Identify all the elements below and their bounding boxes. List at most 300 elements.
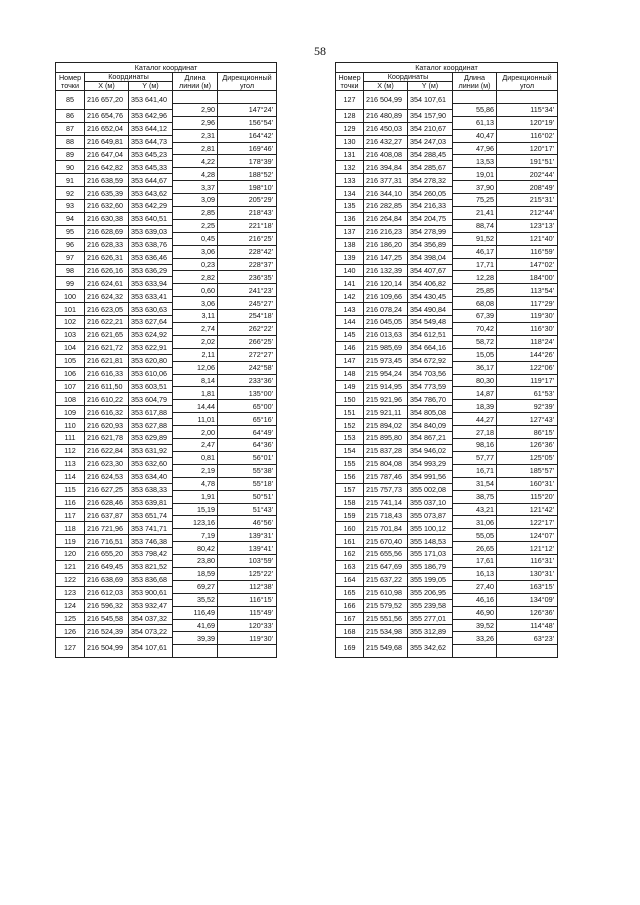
line-length: 3,06 — [173, 245, 218, 258]
coordinate-x: 216 624,32 — [85, 290, 129, 303]
coordinate-y: 354 612,51 — [408, 328, 453, 341]
coordinate-x: 215 787,46 — [364, 470, 408, 483]
bearing: 61°53' — [497, 387, 558, 400]
bearing: 164°42' — [218, 129, 277, 142]
coordinate-x: 215 741,14 — [364, 496, 408, 509]
point-number: 149 — [336, 380, 364, 393]
bearing: 120°17' — [497, 142, 558, 155]
coordinate-y: 353 798,42 — [129, 548, 173, 561]
coordinate-x: 215 670,40 — [364, 535, 408, 548]
bearing: 115°49' — [218, 606, 277, 619]
point-number: 95 — [56, 225, 85, 238]
point-number: 101 — [56, 303, 85, 316]
coordinate-x: 216 524,39 — [85, 625, 129, 638]
line-length: 46,16 — [453, 593, 497, 606]
bearing: 254°18' — [218, 310, 277, 323]
coordinate-y: 353 644,73 — [129, 135, 173, 148]
coordinate-y: 355 100,12 — [408, 522, 453, 535]
coordinate-x: 216 616,32 — [85, 406, 129, 419]
coordinate-y: 353 624,92 — [129, 328, 173, 341]
coordinate-x: 216 132,39 — [364, 264, 408, 277]
line-length: 4,78 — [173, 477, 218, 490]
point-number: 133 — [336, 174, 364, 187]
coordinates-header: Координаты — [85, 73, 173, 82]
coordinate-x: 215 718,43 — [364, 509, 408, 522]
coordinate-x: 216 545,58 — [85, 612, 129, 625]
point-number: 140 — [336, 264, 364, 277]
line-length: 2,90 — [173, 103, 218, 116]
x-header: X (м) — [85, 82, 129, 91]
coordinate-y: 354 107,61 — [408, 91, 453, 110]
coordinate-x: 216 408,08 — [364, 148, 408, 161]
point-number: 91 — [56, 174, 85, 187]
bearing: 64°36' — [218, 439, 277, 452]
bearing: 113°54' — [497, 284, 558, 297]
bearing: 124°07' — [497, 529, 558, 542]
coordinate-x: 216 611,50 — [85, 380, 129, 393]
line-length: 25,85 — [453, 284, 497, 297]
point-number: 142 — [336, 290, 364, 303]
coordinate-y: 353 620,80 — [129, 354, 173, 367]
line-length: 4,28 — [173, 168, 218, 181]
coordinate-x: 216 045,05 — [364, 316, 408, 329]
point-number: 113 — [56, 457, 85, 470]
coordinate-x: 216 638,59 — [85, 174, 129, 187]
coordinate-x: 216 394,84 — [364, 161, 408, 174]
bearing: 130°31' — [497, 567, 558, 580]
bearing: 120°33' — [218, 619, 277, 632]
coordinate-y: 353 900,61 — [129, 586, 173, 599]
line-length: 16,13 — [453, 567, 497, 580]
table-row — [56, 91, 277, 104]
coordinate-x: 216 652,04 — [85, 122, 129, 135]
point-number: 105 — [56, 354, 85, 367]
line-length: 16,71 — [453, 464, 497, 477]
bearing-spacer — [218, 645, 277, 658]
line-length: 2,00 — [173, 426, 218, 439]
coordinate-x: 216 623,05 — [85, 303, 129, 316]
point-number: 115 — [56, 483, 85, 496]
bearing: 55°38' — [218, 464, 277, 477]
line-length: 123,16 — [173, 516, 218, 529]
bearing: 120°19' — [497, 116, 558, 129]
point-number: 90 — [56, 161, 85, 174]
bearing: 116°30' — [497, 323, 558, 336]
line-length: 36,17 — [453, 361, 497, 374]
line-length: 27,18 — [453, 426, 497, 439]
bearing: 126°36' — [497, 606, 558, 619]
coordinate-y: 353 633,94 — [129, 277, 173, 290]
point-number: 88 — [56, 135, 85, 148]
bearing: 46°56' — [218, 516, 277, 529]
coordinate-y: 353 627,64 — [129, 316, 173, 329]
coordinate-x: 216 480,89 — [364, 109, 408, 122]
coordinate-y: 353 821,52 — [129, 561, 173, 574]
coordinate-x: 216 621,81 — [85, 354, 129, 367]
coordinate-y: 353 643,62 — [129, 187, 173, 200]
coordinate-y: 355 206,95 — [408, 586, 453, 599]
coordinate-y: 353 633,41 — [129, 290, 173, 303]
coordinate-y: 353 640,51 — [129, 212, 173, 225]
bearing: 262°22' — [218, 323, 277, 336]
coordinate-y: 354 840,09 — [408, 419, 453, 432]
line-length: 3,09 — [173, 194, 218, 207]
line-length: 116,49 — [173, 606, 218, 619]
coordinate-y: 354 398,04 — [408, 251, 453, 264]
bearing: 125°22' — [218, 567, 277, 580]
coordinate-y: 354 430,45 — [408, 290, 453, 303]
line-length: 2,19 — [173, 464, 218, 477]
coordinate-x: 216 432,27 — [364, 135, 408, 148]
coordinate-x: 216 624,61 — [85, 277, 129, 290]
coordinate-y: 354 946,02 — [408, 444, 453, 457]
line-length: 31,54 — [453, 477, 497, 490]
line-length: 57,77 — [453, 451, 497, 464]
coordinate-x: 216 596,32 — [85, 599, 129, 612]
point-number: 127 — [56, 638, 85, 658]
point-number: 86 — [56, 109, 85, 122]
point-number: 161 — [336, 535, 364, 548]
bearing: 121°40' — [497, 232, 558, 245]
coordinate-x: 216 630,38 — [85, 212, 129, 225]
point-number: 120 — [56, 548, 85, 561]
coordinate-y: 354 278,32 — [408, 174, 453, 187]
coordinate-x: 215 914,95 — [364, 380, 408, 393]
coordinate-y: 353 603,51 — [129, 380, 173, 393]
bearing: 50°51' — [218, 490, 277, 503]
coordinate-y: 353 644,12 — [129, 122, 173, 135]
coordinate-y: 353 622,91 — [129, 341, 173, 354]
bearing: 184°00' — [497, 271, 558, 284]
line-length: 0,45 — [173, 232, 218, 245]
point-number: 164 — [336, 573, 364, 586]
coordinate-y: 354 073,22 — [129, 625, 173, 638]
point-number: 92 — [56, 187, 85, 200]
coordinate-x: 215 647,69 — [364, 561, 408, 574]
coordinate-y: 353 642,29 — [129, 200, 173, 213]
bearing: 266°25' — [218, 335, 277, 348]
point-number: 136 — [336, 212, 364, 225]
bearing: 55°18' — [218, 477, 277, 490]
bearing: 123°13' — [497, 219, 558, 232]
coordinate-x: 216 264,84 — [364, 212, 408, 225]
bearing: 125°05' — [497, 451, 558, 464]
point-number: 85 — [56, 91, 85, 110]
coordinate-y: 355 186,79 — [408, 561, 453, 574]
bearing: 185°57' — [497, 464, 558, 477]
bearing: 147°02' — [497, 258, 558, 271]
coordinate-x: 216 655,20 — [85, 548, 129, 561]
coordinate-y: 355 148,53 — [408, 535, 453, 548]
line-length: 80,42 — [173, 542, 218, 555]
bearing: 163°15' — [497, 580, 558, 593]
point-number-header: Номер точки — [56, 73, 85, 91]
coordinate-x: 216 344,10 — [364, 187, 408, 200]
point-number: 96 — [56, 238, 85, 251]
coordinate-x: 216 504,99 — [85, 638, 129, 658]
coordinate-y: 354 107,61 — [129, 638, 173, 658]
coordinate-y: 353 642,96 — [129, 109, 173, 122]
coordinate-y: 354 288,45 — [408, 148, 453, 161]
point-number: 155 — [336, 457, 364, 470]
coordinate-y: 354 407,67 — [408, 264, 453, 277]
point-number: 131 — [336, 148, 364, 161]
coordinate-y: 355 239,58 — [408, 599, 453, 612]
point-number: 125 — [56, 612, 85, 625]
bearing: 221°18' — [218, 219, 277, 232]
point-number: 97 — [56, 251, 85, 264]
coordinate-x: 215 921,96 — [364, 393, 408, 406]
line-length-spacer — [173, 91, 218, 104]
coordinate-y: 353 634,40 — [129, 470, 173, 483]
bearing: 56°01' — [218, 451, 277, 464]
point-number: 128 — [336, 109, 364, 122]
bearing: 103°59' — [218, 555, 277, 568]
line-length: 0,23 — [173, 258, 218, 271]
line-length: 19,01 — [453, 168, 497, 181]
bearing: 236°35' — [218, 271, 277, 284]
line-length: 3,11 — [173, 310, 218, 323]
coordinate-y: 354 285,67 — [408, 161, 453, 174]
line-length: 33,26 — [453, 632, 497, 645]
coordinate-x: 216 626,16 — [85, 264, 129, 277]
coordinate-x: 216 377,31 — [364, 174, 408, 187]
line-length: 2,82 — [173, 271, 218, 284]
coordinate-x: 216 620,93 — [85, 419, 129, 432]
coordinate-y: 353 627,88 — [129, 419, 173, 432]
y-header: Y (м) — [129, 82, 173, 91]
point-number: 100 — [56, 290, 85, 303]
coordinate-x: 216 647,04 — [85, 148, 129, 161]
point-number: 158 — [336, 496, 364, 509]
bearing: 188°52' — [218, 168, 277, 181]
line-length: 12,28 — [453, 271, 497, 284]
bearing: 86°15' — [497, 426, 558, 439]
coordinate-x: 216 216,23 — [364, 225, 408, 238]
line-length: 2,47 — [173, 439, 218, 452]
point-number: 143 — [336, 303, 364, 316]
point-number: 93 — [56, 200, 85, 213]
line-length-spacer — [453, 645, 497, 658]
y-header: Y (м) — [408, 82, 453, 91]
coordinate-y: 355 002,08 — [408, 483, 453, 496]
point-number: 87 — [56, 122, 85, 135]
coordinate-x: 216 627,25 — [85, 483, 129, 496]
coordinate-y: 353 645,23 — [129, 148, 173, 161]
coordinate-x: 216 649,45 — [85, 561, 129, 574]
coordinate-x: 215 837,28 — [364, 444, 408, 457]
line-length: 0,60 — [173, 284, 218, 297]
coordinate-x: 216 637,87 — [85, 509, 129, 522]
coordinate-x: 216 624,53 — [85, 470, 129, 483]
line-length: 15,19 — [173, 503, 218, 516]
bearing: 116°02' — [497, 129, 558, 142]
point-number: 150 — [336, 393, 364, 406]
bearing: 119°30' — [497, 310, 558, 323]
bearing: 115°34' — [497, 103, 558, 116]
line-length: 88,74 — [453, 219, 497, 232]
coordinate-y: 353 629,89 — [129, 432, 173, 445]
coordinate-y: 353 630,63 — [129, 303, 173, 316]
point-number: 114 — [56, 470, 85, 483]
line-length-header: Длина линии (м) — [173, 73, 218, 91]
coordinate-x: 216 657,20 — [85, 91, 129, 110]
line-length: 37,90 — [453, 181, 497, 194]
line-length-spacer — [173, 645, 218, 658]
coordinate-x: 216 642,82 — [85, 161, 129, 174]
line-length: 41,69 — [173, 619, 218, 632]
coordinate-y: 353 746,38 — [129, 535, 173, 548]
coordinate-y: 353 632,60 — [129, 457, 173, 470]
coordinate-x: 216 621,65 — [85, 328, 129, 341]
coordinate-y: 354 991,56 — [408, 470, 453, 483]
bearing: 116°59' — [497, 245, 558, 258]
bearing: 126°36' — [497, 439, 558, 452]
point-number: 166 — [336, 599, 364, 612]
coordinate-y: 353 639,81 — [129, 496, 173, 509]
coordinate-y: 355 312,89 — [408, 625, 453, 638]
point-number: 122 — [56, 573, 85, 586]
coordinate-x: 215 954,24 — [364, 367, 408, 380]
coordinate-y: 354 703,56 — [408, 367, 453, 380]
coordinate-y: 353 631,92 — [129, 444, 173, 457]
point-number: 146 — [336, 341, 364, 354]
coordinate-x: 216 282,85 — [364, 200, 408, 213]
bearing: 122°06' — [497, 361, 558, 374]
line-length: 21,41 — [453, 207, 497, 220]
coordinate-x: 215 655,56 — [364, 548, 408, 561]
line-length: 17,71 — [453, 258, 497, 271]
coordinate-y: 353 651,74 — [129, 509, 173, 522]
coordinate-y: 355 073,87 — [408, 509, 453, 522]
coordinate-x: 216 612,03 — [85, 586, 129, 599]
point-number: 168 — [336, 625, 364, 638]
point-number: 130 — [336, 135, 364, 148]
coordinate-x: 215 551,56 — [364, 612, 408, 625]
coordinate-y: 353 617,88 — [129, 406, 173, 419]
line-length: 44,27 — [453, 413, 497, 426]
line-length: 17,61 — [453, 555, 497, 568]
point-number: 104 — [56, 341, 85, 354]
bearing: 241°23' — [218, 284, 277, 297]
coordinate-x: 215 921,11 — [364, 406, 408, 419]
line-length: 26,65 — [453, 542, 497, 555]
coordinate-x: 215 701,84 — [364, 522, 408, 535]
coordinate-y: 354 260,05 — [408, 187, 453, 200]
line-length: 18,39 — [453, 400, 497, 413]
line-length: 39,52 — [453, 619, 497, 632]
coordinate-y: 354 037,32 — [129, 612, 173, 625]
coordinate-x: 216 621,78 — [85, 432, 129, 445]
line-length: 68,08 — [453, 297, 497, 310]
bearing: 117°29' — [497, 297, 558, 310]
bearing: 135°00' — [218, 387, 277, 400]
line-length: 55,05 — [453, 529, 497, 542]
bearing-header: Дирекционный угол — [497, 73, 558, 91]
point-number: 94 — [56, 212, 85, 225]
point-number: 116 — [56, 496, 85, 509]
point-number: 153 — [336, 432, 364, 445]
coordinate-x: 216 628,33 — [85, 238, 129, 251]
point-number: 160 — [336, 522, 364, 535]
page-number: 58 — [314, 44, 326, 58]
point-number: 167 — [336, 612, 364, 625]
line-length: 15,05 — [453, 348, 497, 361]
line-length: 2,11 — [173, 348, 218, 361]
line-length: 3,06 — [173, 297, 218, 310]
bearing: 65°00' — [218, 400, 277, 413]
bearing: 144°26' — [497, 348, 558, 361]
bearing: 160°31' — [497, 477, 558, 490]
coordinate-y: 354 356,89 — [408, 238, 453, 251]
line-length: 35,52 — [173, 593, 218, 606]
coordinate-y: 354 786,70 — [408, 393, 453, 406]
point-number: 145 — [336, 328, 364, 341]
point-number: 129 — [336, 122, 364, 135]
point-number: 112 — [56, 444, 85, 457]
line-length: 55,86 — [453, 103, 497, 116]
line-length: 38,75 — [453, 490, 497, 503]
coordinate-x: 216 621,72 — [85, 341, 129, 354]
line-length: 0,81 — [173, 451, 218, 464]
line-length: 2,96 — [173, 116, 218, 129]
coordinate-x: 215 610,98 — [364, 586, 408, 599]
coordinate-y: 354 278,99 — [408, 225, 453, 238]
point-number: 106 — [56, 367, 85, 380]
coordinate-x: 216 622,84 — [85, 444, 129, 457]
point-number: 119 — [56, 535, 85, 548]
point-number: 144 — [336, 316, 364, 329]
coordinate-x: 216 147,25 — [364, 251, 408, 264]
point-number: 99 — [56, 277, 85, 290]
line-length: 4,22 — [173, 155, 218, 168]
coordinate-x: 216 632,60 — [85, 200, 129, 213]
coordinate-y: 355 037,10 — [408, 496, 453, 509]
bearing-spacer — [497, 91, 558, 104]
bearing: 51°43' — [218, 503, 277, 516]
coordinate-x: 216 626,31 — [85, 251, 129, 264]
bearing-spacer — [218, 91, 277, 104]
catalog-title: Каталог координат — [56, 63, 277, 73]
bearing: 134°09' — [497, 593, 558, 606]
bearing: 119°17' — [497, 374, 558, 387]
coordinate-y: 353 741,71 — [129, 522, 173, 535]
catalog-title: Каталог координат — [336, 63, 558, 73]
coordinate-x: 215 894,02 — [364, 419, 408, 432]
point-number: 159 — [336, 509, 364, 522]
bearing: 216°25' — [218, 232, 277, 245]
bearing: 156°54' — [218, 116, 277, 129]
point-number-header: Номер точки — [336, 73, 364, 91]
coordinate-y: 355 342,62 — [408, 638, 453, 658]
coordinate-x: 216 504,99 — [364, 91, 408, 110]
bearing: 139°41' — [218, 542, 277, 555]
bearing: 116°31' — [497, 555, 558, 568]
bearing: 198°10' — [218, 181, 277, 194]
line-length: 7,19 — [173, 529, 218, 542]
point-number: 156 — [336, 470, 364, 483]
coordinate-x: 216 450,03 — [364, 122, 408, 135]
bearing: 245°27' — [218, 297, 277, 310]
point-number: 163 — [336, 561, 364, 574]
coordinate-y: 353 638,33 — [129, 483, 173, 496]
coordinate-y: 353 638,76 — [129, 238, 173, 251]
bearing: 112°38' — [218, 580, 277, 593]
point-number: 132 — [336, 161, 364, 174]
point-number: 147 — [336, 354, 364, 367]
coordinate-y: 353 636,46 — [129, 251, 173, 264]
coordinate-y: 353 932,47 — [129, 599, 173, 612]
